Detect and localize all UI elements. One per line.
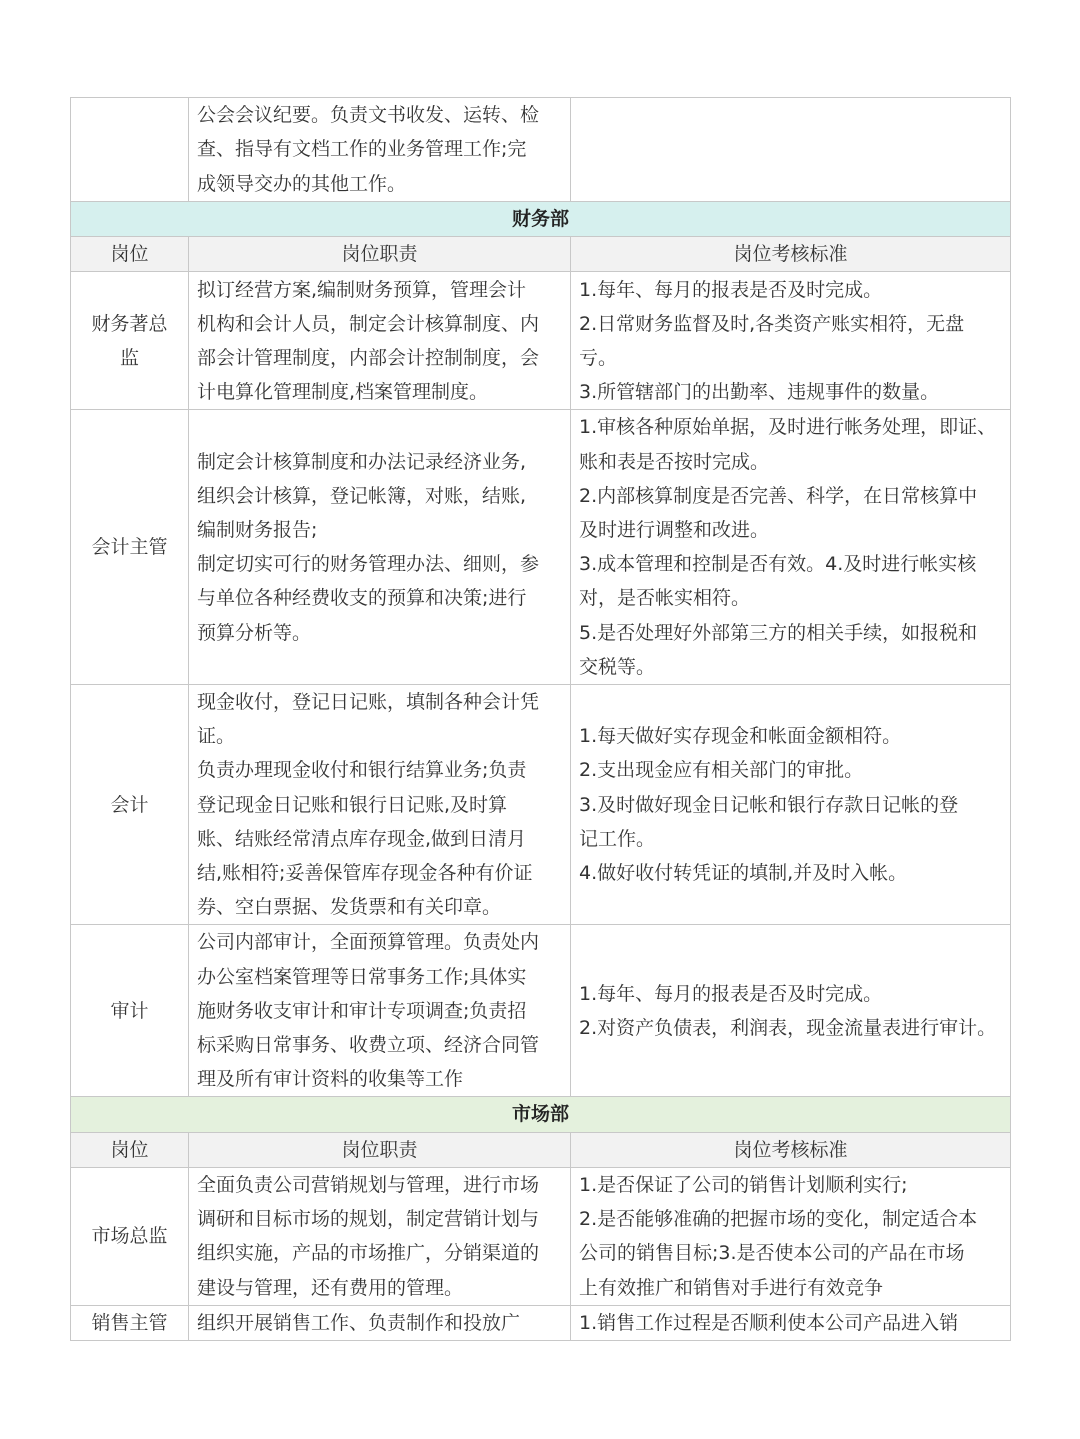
position-cell	[71, 98, 189, 202]
criteria-cell	[571, 98, 1011, 202]
position-cell: 审计	[71, 925, 189, 1097]
criteria-cell: 1.每天做好实存现金和帐面金额相符。 2.支出现金应有相关部门的审批。 3.及时做好现金日记帐和银行存款日记帐的登 记工作。 4.做好收付转凭证的填制,并及时入帐。	[571, 685, 1011, 925]
duties-cell: 现金收付，登记日记账，填制各种会计凭 证。 负责办理现金收付和银行结算业务;负责 登记现金日记账和银行日记账,及时算 账、结账经常清点库存现金,做到日清月 结,账相符;妥善保管库存现金各种有价证 券、空白票据、发货票和有关印章。	[189, 685, 571, 925]
table-row	[71, 925, 1011, 1097]
criteria-cell: 1.审核各种原始单据，及时进行帐务处理，即证、 账和表是否按时完成。 2.内部核算制度是否完善、科学，在日常核算中 及时进行调整和改进。 3.成本管理和控制是否有效。4.及时进行帐实核 对，是否帐实相符。 5.是否处理好外部第三方的相关手续，如报税和 交税等。	[571, 410, 1011, 685]
position-cell: 销售主管	[71, 1305, 189, 1340]
table-row	[71, 272, 1011, 410]
section-heading-row	[71, 202, 1011, 237]
column-header-duties: 岗位职责	[189, 1132, 571, 1167]
criteria-cell: 1.是否保证了公司的销售计划顺利实行; 2.是否能够准确的把握市场的变化，制定适合本 公司的销售目标;3.是否使本公司的产品在市场 上有效推广和销售对手进行有效竞争	[571, 1167, 1011, 1305]
position-cell: 财务著总 监	[71, 272, 189, 410]
duties-cell: 拟订经营方案,编制财务预算，管理会计 机构和会计人员，制定会计核算制度、内 部会计管理制度，内部会计控制制度，会 计电算化管理制度,档案管理制度。	[189, 272, 571, 410]
column-header-criteria: 岗位考核标准	[571, 1132, 1011, 1167]
duties-cell: 制定会计核算制度和办法记录经济业务, 组织会计核算，登记帐簿，对账，结账, 编制财务报告; 制定切实可行的财务管理办法、细则，参 与单位各种经费收支的预算和决策;进行 预算分析等。	[189, 410, 571, 685]
column-header-position: 岗位	[71, 1132, 189, 1167]
section-title-finance: 财务部	[71, 202, 1011, 237]
duties-cell: 公司内部审计，全面预算管理。负责处内 办公室档案管理等日常事务工作;具体实 施财务收支审计和审计专项调查;负责招 标采购日常事务、收费立项、经济合同管 理及所有审计资料的收集等工作	[189, 925, 571, 1097]
column-header-row	[71, 1132, 1011, 1167]
duties-cell: 组织开展销售工作、负责制作和投放广	[189, 1305, 571, 1340]
criteria-cell: 1.销售工作过程是否顺利使本公司产品进入销	[571, 1305, 1011, 1340]
table-row	[71, 1305, 1011, 1340]
position-cell: 会计	[71, 685, 189, 925]
job-responsibility-table	[70, 97, 1011, 1341]
column-header-criteria: 岗位考核标准	[571, 237, 1011, 272]
section-title-marketing: 市场部	[71, 1097, 1011, 1132]
duties-cell: 全面负责公司营销规划与管理，进行市场 调研和目标市场的规划，制定营销计划与 组织实施，产品的市场推广，分销渠道的 建设与管理，还有费用的管理。	[189, 1167, 571, 1305]
criteria-cell: 1.每年、每月的报表是否及时完成。 2.日常财务监督及时,各类资产账实相符，无盘 亏。 3.所管辖部门的出勤率、违规事件的数量。	[571, 272, 1011, 410]
position-cell: 会计主管	[71, 410, 189, 685]
section-heading-row	[71, 1097, 1011, 1132]
duties-cell: 公会会议纪要。负责文书收发、运转、检 查、指导有文档工作的业务管理工作;完 成领导交办的其他工作。	[189, 98, 571, 202]
table-row	[71, 685, 1011, 925]
column-header-row	[71, 237, 1011, 272]
column-header-position: 岗位	[71, 237, 189, 272]
table-row	[71, 98, 1011, 202]
table-row	[71, 1167, 1011, 1305]
position-cell: 市场总监	[71, 1167, 189, 1305]
criteria-cell: 1.每年、每月的报表是否及时完成。 2.对资产负债表，利润表，现金流量表进行审计。	[571, 925, 1011, 1097]
column-header-duties: 岗位职责	[189, 237, 571, 272]
table-row	[71, 410, 1011, 685]
